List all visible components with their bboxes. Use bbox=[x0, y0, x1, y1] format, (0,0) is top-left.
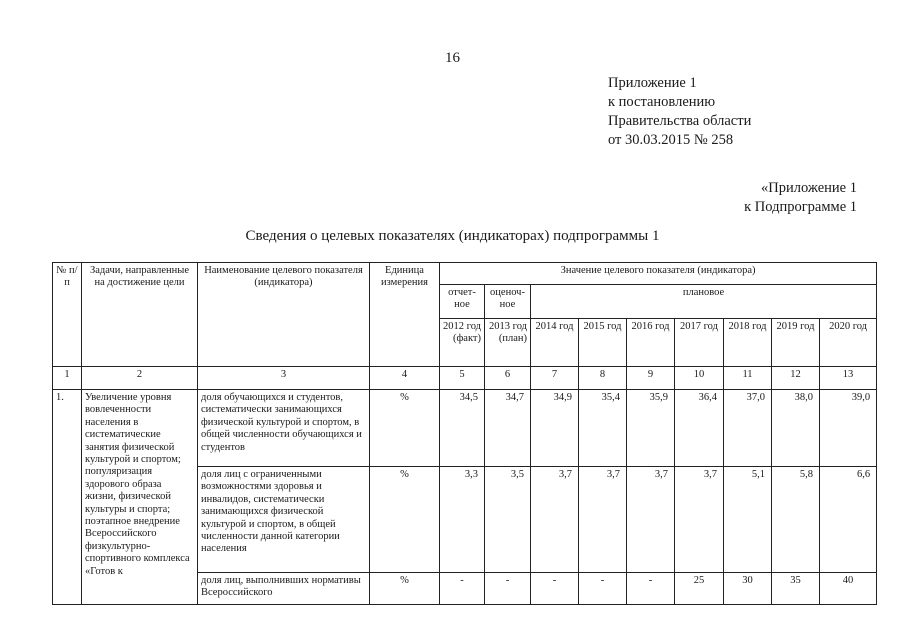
indicator-name: доля обучающихся и студентов, систематически занимающихся физической культурой и спортом, в общей численности обучающихся и студентов bbox=[198, 390, 370, 467]
header-actual: отчет-ное bbox=[440, 285, 485, 319]
header-value-group: Значение целевого показателя (индикатора) bbox=[440, 263, 877, 285]
appendix-line-4: от 30.03.2015 № 258 bbox=[608, 132, 734, 148]
indicator-unit: % bbox=[370, 390, 440, 467]
header-planned: плановое bbox=[531, 285, 877, 319]
indicator-value: 34,9 bbox=[531, 390, 579, 467]
document-title: Сведения о целевых показателях (индикаторах) подпрограммы 1 bbox=[245, 228, 660, 244]
column-number: 10 bbox=[675, 367, 724, 390]
header-indicator: Наименование целевого показателя (индикатора) bbox=[198, 263, 370, 367]
indicators-table bbox=[52, 262, 877, 605]
header-unit: Единица измерения bbox=[370, 263, 440, 367]
header-year: 2018 год bbox=[724, 319, 772, 367]
column-number: 1 bbox=[53, 367, 82, 390]
header-year: 2014 год bbox=[531, 319, 579, 367]
indicator-value: 35,4 bbox=[579, 390, 627, 467]
column-number: 3 bbox=[198, 367, 370, 390]
indicator-unit: % bbox=[370, 467, 440, 573]
indicator-value: 35,9 bbox=[627, 390, 675, 467]
column-number: 4 bbox=[370, 367, 440, 390]
indicator-value: 3,5 bbox=[485, 467, 531, 573]
indicator-value: 38,0 bbox=[772, 390, 820, 467]
indicator-value: 3,3 bbox=[440, 467, 485, 573]
indicator-name: доля лиц, выполнивших нормативы Всероссийского bbox=[198, 573, 370, 605]
indicator-value: 3,7 bbox=[579, 467, 627, 573]
indicator-value: 3,7 bbox=[627, 467, 675, 573]
header-year: 2017 год bbox=[675, 319, 724, 367]
column-number: 11 bbox=[724, 367, 772, 390]
header-task: Задачи, направленные на достижение цели bbox=[82, 263, 198, 367]
page-number: 16 bbox=[445, 50, 460, 66]
header-year: 2013 год (план) bbox=[485, 319, 531, 367]
indicator-value: 3,7 bbox=[531, 467, 579, 573]
appendix-line-3: Правительства области bbox=[608, 113, 752, 129]
task-number: 1. bbox=[53, 390, 82, 605]
column-number: 8 bbox=[579, 367, 627, 390]
indicator-value: - bbox=[579, 573, 627, 605]
appendix-line-1: Приложение 1 bbox=[608, 75, 697, 91]
header-year: 2012 год (факт) bbox=[440, 319, 485, 367]
indicator-value: 3,7 bbox=[675, 467, 724, 573]
column-number: 7 bbox=[531, 367, 579, 390]
indicator-value: 6,6 bbox=[820, 467, 877, 573]
header-year: 2020 год bbox=[820, 319, 877, 367]
column-number: 12 bbox=[772, 367, 820, 390]
header-year: 2016 год bbox=[627, 319, 675, 367]
indicator-value: 39,0 bbox=[820, 390, 877, 467]
column-number: 9 bbox=[627, 367, 675, 390]
appendix-line-2: к постановлению bbox=[608, 94, 716, 110]
column-number: 5 bbox=[440, 367, 485, 390]
indicator-value: 37,0 bbox=[724, 390, 772, 467]
indicator-value: 25 bbox=[675, 573, 724, 605]
header-estimated: оценоч-ное bbox=[485, 285, 531, 319]
indicator-unit: % bbox=[370, 573, 440, 605]
column-number: 13 bbox=[820, 367, 877, 390]
indicator-value: 40 bbox=[820, 573, 877, 605]
indicator-value: - bbox=[485, 573, 531, 605]
sub-appendix-line-2: к Подпрограмме 1 bbox=[744, 199, 857, 215]
indicator-value: - bbox=[627, 573, 675, 605]
indicator-value: - bbox=[531, 573, 579, 605]
indicator-value: - bbox=[440, 573, 485, 605]
header-num: № п/п bbox=[53, 263, 82, 367]
header-year: 2015 год bbox=[579, 319, 627, 367]
header-year: 2019 год bbox=[772, 319, 820, 367]
indicator-value: 34,7 bbox=[485, 390, 531, 467]
indicator-value: 5,8 bbox=[772, 467, 820, 573]
column-number: 2 bbox=[82, 367, 198, 390]
indicator-value: 34,5 bbox=[440, 390, 485, 467]
column-number: 6 bbox=[485, 367, 531, 390]
indicator-name: доля лиц с ограниченными возможностями здоровья и инвалидов, систематически занимающихся физической культурой и спортом, в общей численности данной категории населения bbox=[198, 467, 370, 573]
task-text: Увеличение уровня вовлеченности населения в систематические занятия физической культурой и спортом; популяризация здорового образа жизни, физической культуры и спорта; поэтапное внедрение Всероссийского физкультурно-спортивного комплекса «Готов к bbox=[82, 390, 198, 605]
indicator-value: 36,4 bbox=[675, 390, 724, 467]
sub-appendix-line-1: «Приложение 1 bbox=[761, 180, 857, 196]
indicator-value: 30 bbox=[724, 573, 772, 605]
indicator-value: 35 bbox=[772, 573, 820, 605]
indicator-value: 5,1 bbox=[724, 467, 772, 573]
